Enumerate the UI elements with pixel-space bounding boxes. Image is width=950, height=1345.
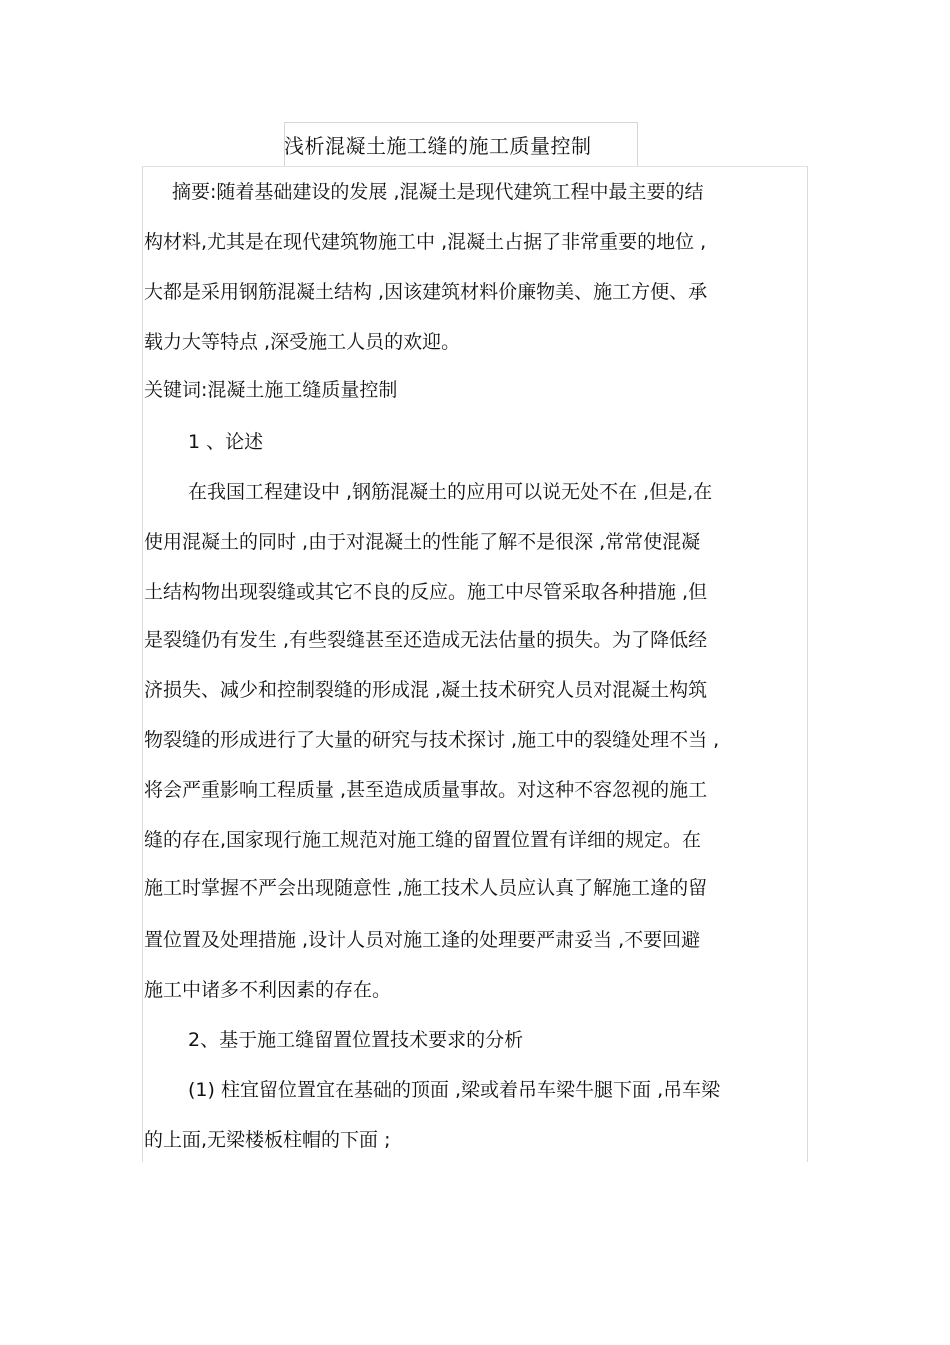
paragraph-line: 济损失、减少和控制裂缝的形成混 ,凝土技术研究人员对混凝土构筑 — [144, 679, 708, 701]
paragraph-line: 摘要:随着基础建设的发展 ,混凝土是现代建筑工程中最主要的结 — [172, 181, 704, 203]
paragraph-line: 的上面,无梁楼板柱帽的下面 ; — [144, 1129, 391, 1151]
paragraph-line: 土结构物出现裂缝或其它不良的反应。施工中尽管采取各种措施 ,但 — [144, 581, 708, 603]
paragraph-line: 置位置及处理措施 ,设计人员对施工逢的处理要严肃妥当 ,不要回避 — [144, 929, 701, 951]
paragraph-line: 将会严重影响工程质量 ,甚至造成质量事故。对这种不容忽视的施工 — [144, 779, 708, 801]
paragraph-line: 构材料,尤其是在现代建筑物施工中 ,混凝土占据了非常重要的地位 , — [144, 231, 707, 253]
paragraph-line: 物裂缝的形成进行了大量的研究与技术探讨 ,施工中的裂缝处理不当 , — [144, 729, 720, 751]
paragraph-line: 使用混凝土的同时 ,由于对混凝土的性能了解不是很深 ,常常使混凝 — [144, 531, 701, 553]
keywords-line: 关键词:混凝土施工缝质量控制 — [144, 379, 398, 401]
section-heading: 1 、论述 — [188, 431, 264, 453]
paragraph-line: 在我国工程建设中 ,钢筋混凝土的应用可以说无处不在 ,但是,在 — [188, 481, 713, 503]
body-frame — [142, 166, 808, 1162]
paragraph-line: 是裂缝仍有发生 ,有些裂缝甚至还造成无法估量的损失。为了降低经 — [144, 629, 708, 651]
paragraph-line: 载力大等特点 ,深受施工人员的欢迎。 — [144, 331, 461, 353]
paragraph-line: (1) 柱宜留位置宜在基础的顶面 ,梁或着吊车梁牛腿下面 ,吊车梁 — [188, 1079, 721, 1101]
paragraph-line: 大都是采用钢筋混凝土结构 ,因该建筑材料价廉物美、施工方便、承 — [144, 281, 708, 303]
paragraph-line: 施工时掌握不严会出现随意性 ,施工技术人员应认真了解施工逢的留 — [144, 877, 708, 899]
paragraph-line: 施工中诸多不利因素的存在。 — [144, 979, 392, 1001]
section-heading: 2、基于施工缝留置位置技术要求的分析 — [188, 1029, 524, 1051]
paragraph-line: 缝的存在,国家现行施工规范对施工缝的留置位置有详细的规定。在 — [144, 829, 702, 851]
document-title: 浅析混凝土施工缝的施工质量控制 — [284, 134, 592, 158]
